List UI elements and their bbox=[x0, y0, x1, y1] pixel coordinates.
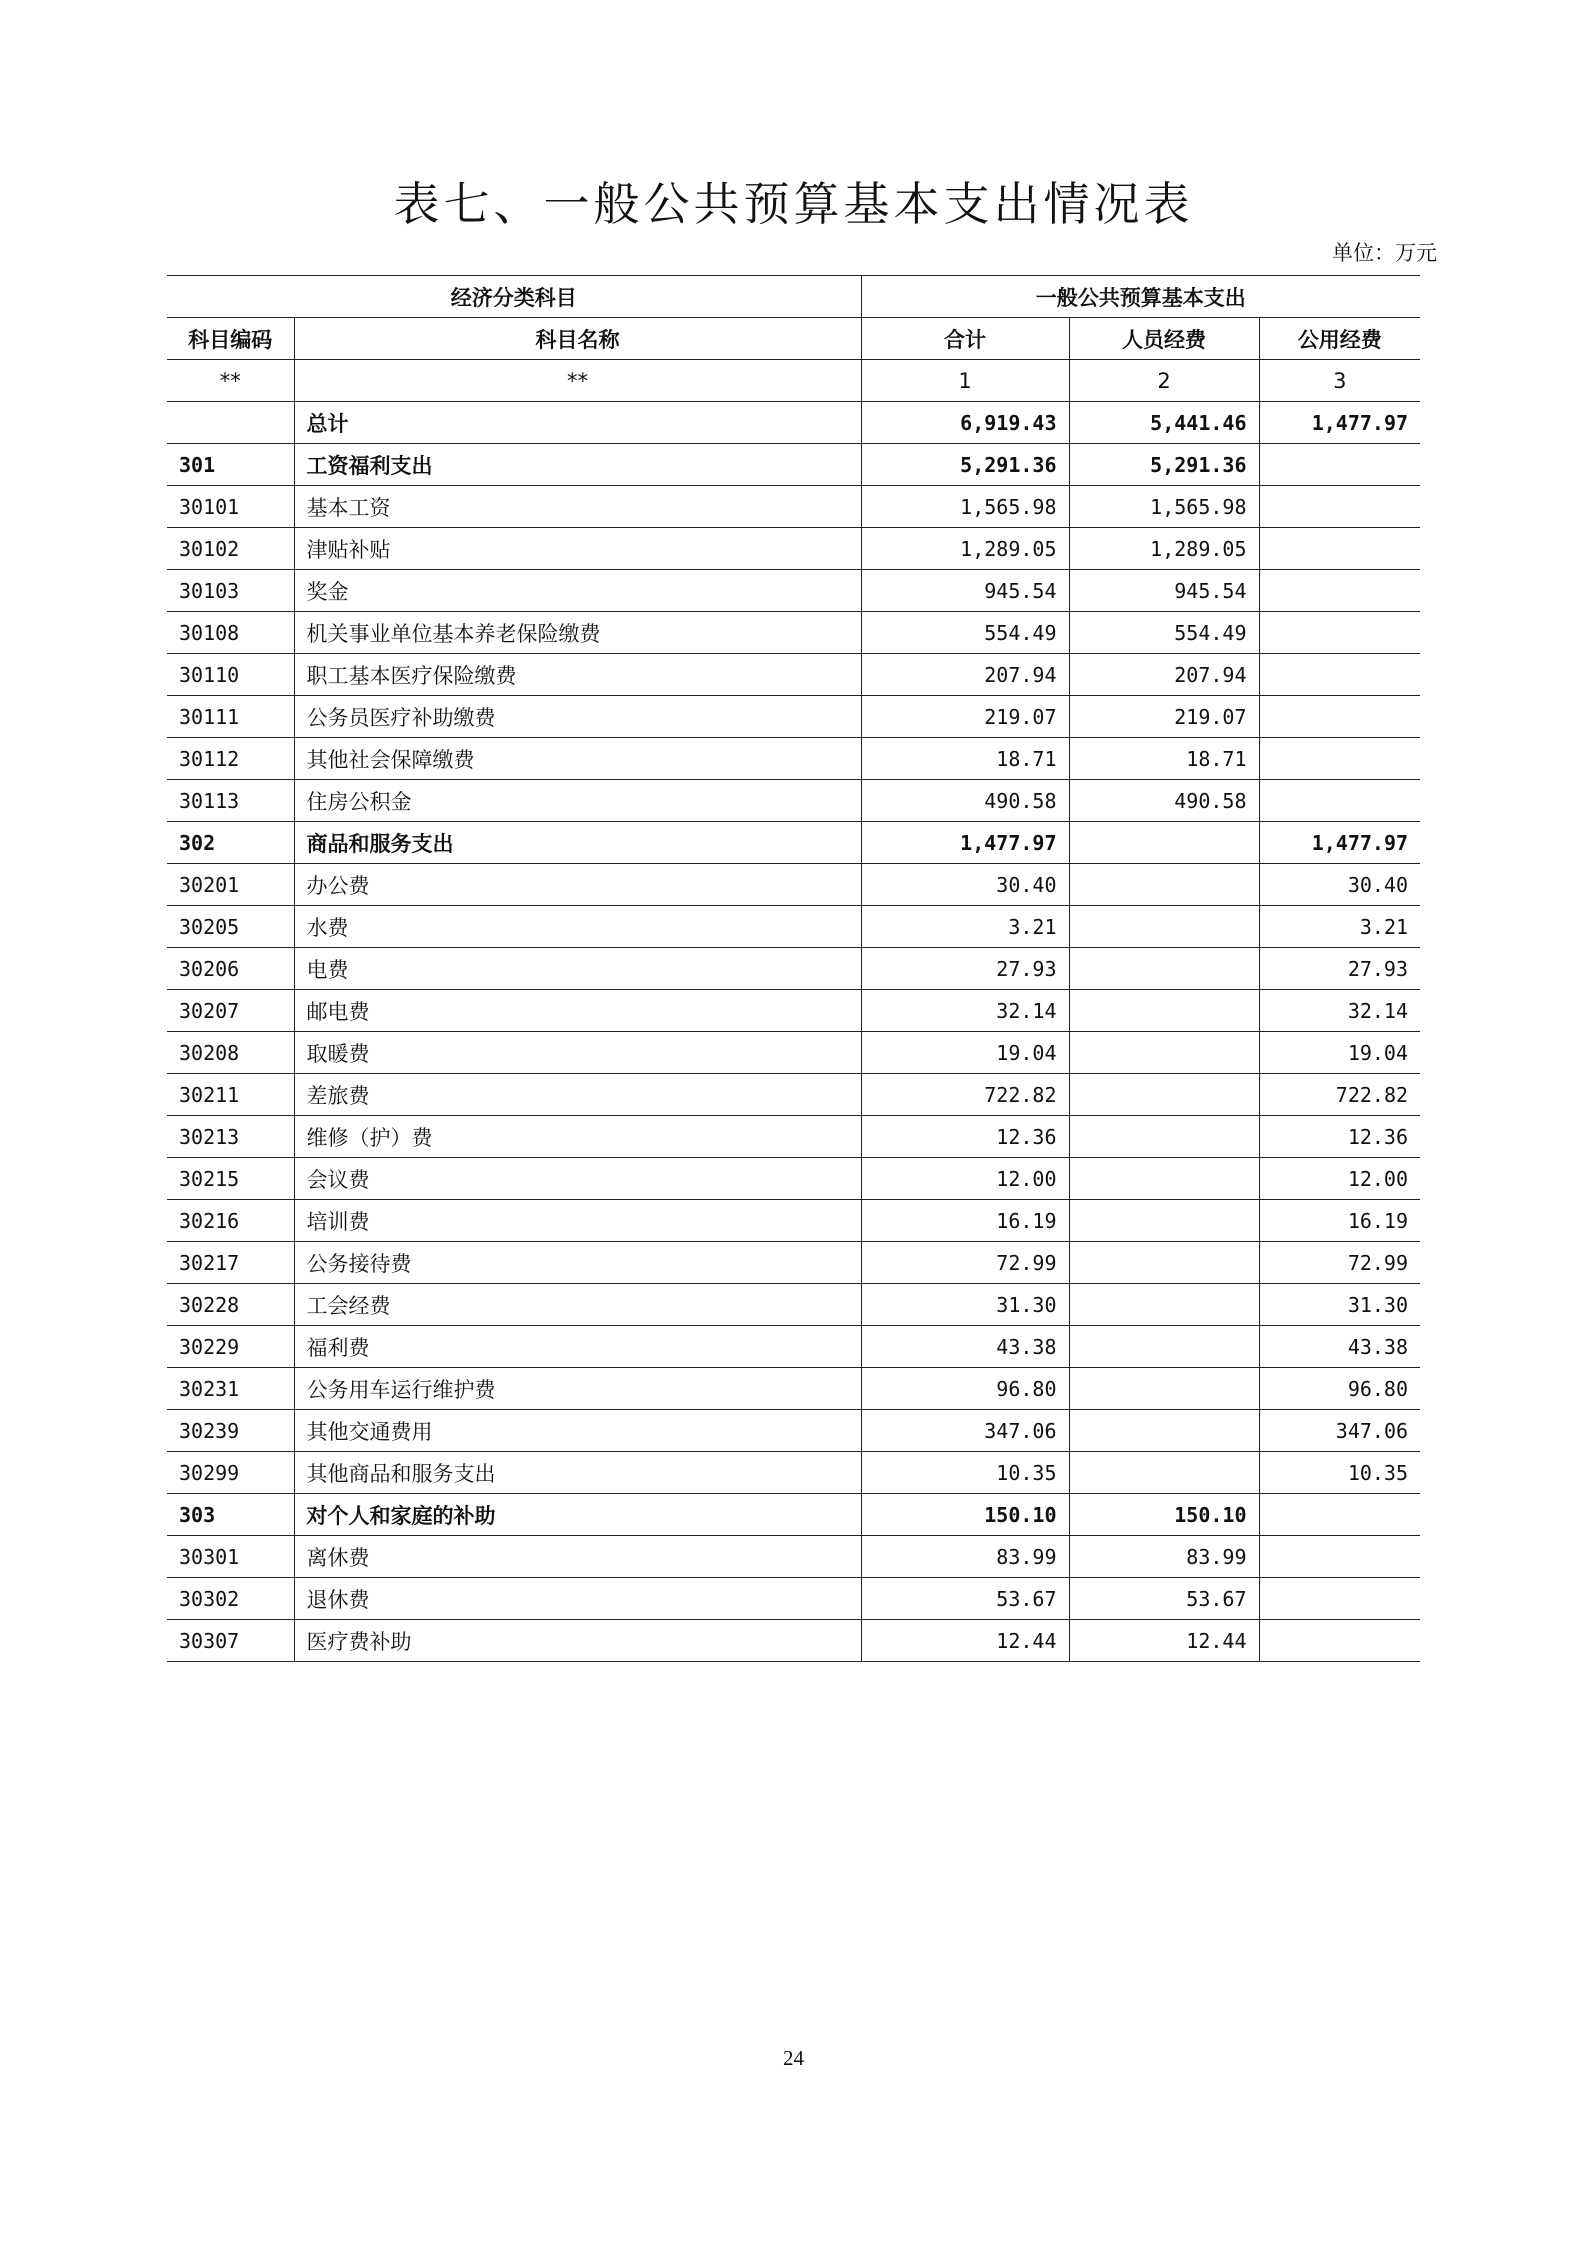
row-name: 职工基本医疗保险缴费 bbox=[294, 654, 861, 696]
page-number: 24 bbox=[783, 2046, 804, 2070]
row-name: 离休费 bbox=[294, 1536, 861, 1578]
row-name: 培训费 bbox=[294, 1200, 861, 1242]
table-row bbox=[167, 864, 1420, 906]
row-code: 30205 bbox=[167, 906, 294, 948]
row-personnel bbox=[1069, 1284, 1259, 1326]
row-personnel: 1,565.98 bbox=[1069, 486, 1259, 528]
row-name: 公务员医疗补助缴费 bbox=[294, 696, 861, 738]
table-row bbox=[167, 696, 1420, 738]
row-code: 30206 bbox=[167, 948, 294, 990]
row-code: 30211 bbox=[167, 1074, 294, 1116]
row-public bbox=[1259, 528, 1420, 570]
table-row bbox=[167, 780, 1420, 822]
row-personnel bbox=[1069, 948, 1259, 990]
row-name: 基本工资 bbox=[294, 486, 861, 528]
name-column-header: 科目名称 bbox=[294, 318, 861, 360]
row-name: 公务接待费 bbox=[294, 1242, 861, 1284]
row-name: 商品和服务支出 bbox=[294, 822, 861, 864]
row-name: 水费 bbox=[294, 906, 861, 948]
row-total: 72.99 bbox=[861, 1242, 1069, 1284]
row-code: 30217 bbox=[167, 1242, 294, 1284]
table-row bbox=[167, 612, 1420, 654]
row-personnel bbox=[1069, 1326, 1259, 1368]
row-name: 差旅费 bbox=[294, 1074, 861, 1116]
row-public: 722.82 bbox=[1259, 1074, 1420, 1116]
row-total: 30.40 bbox=[861, 864, 1069, 906]
row-total: 96.80 bbox=[861, 1368, 1069, 1410]
table-row bbox=[167, 1368, 1420, 1410]
row-name: 取暖费 bbox=[294, 1032, 861, 1074]
table-row bbox=[167, 570, 1420, 612]
table-row bbox=[167, 906, 1420, 948]
row-name: 工资福利支出 bbox=[294, 444, 861, 486]
unit-label: 单位：万元 bbox=[1332, 241, 1437, 265]
row-personnel bbox=[1069, 822, 1259, 864]
row-personnel bbox=[1069, 1116, 1259, 1158]
row-public: 1,477.97 bbox=[1259, 402, 1420, 444]
row-total: 43.38 bbox=[861, 1326, 1069, 1368]
row-public bbox=[1259, 570, 1420, 612]
row-total: 18.71 bbox=[861, 738, 1069, 780]
row-public bbox=[1259, 696, 1420, 738]
table-row bbox=[167, 948, 1420, 990]
row-total: 554.49 bbox=[861, 612, 1069, 654]
row-personnel: 83.99 bbox=[1069, 1536, 1259, 1578]
table-row bbox=[167, 1452, 1420, 1494]
row-code: 30228 bbox=[167, 1284, 294, 1326]
row-personnel bbox=[1069, 906, 1259, 948]
row-code: 30111 bbox=[167, 696, 294, 738]
row-name: 电费 bbox=[294, 948, 861, 990]
row-public: 72.99 bbox=[1259, 1242, 1420, 1284]
row-personnel bbox=[1069, 1410, 1259, 1452]
row-total: 347.06 bbox=[861, 1410, 1069, 1452]
row-personnel: 53.67 bbox=[1069, 1578, 1259, 1620]
row-personnel: 5,441.46 bbox=[1069, 402, 1259, 444]
row-name: 奖金 bbox=[294, 570, 861, 612]
row-total: 19.04 bbox=[861, 1032, 1069, 1074]
row-code: 30307 bbox=[167, 1620, 294, 1662]
row-public bbox=[1259, 444, 1420, 486]
table-row bbox=[167, 402, 1420, 444]
index-code: ** bbox=[167, 360, 294, 402]
row-code: 30216 bbox=[167, 1200, 294, 1242]
row-personnel bbox=[1069, 990, 1259, 1032]
row-code: 30113 bbox=[167, 780, 294, 822]
row-total: 5,291.36 bbox=[861, 444, 1069, 486]
row-total: 16.19 bbox=[861, 1200, 1069, 1242]
row-personnel bbox=[1069, 1452, 1259, 1494]
row-code: 301 bbox=[167, 444, 294, 486]
row-code: 30229 bbox=[167, 1326, 294, 1368]
row-total: 10.35 bbox=[861, 1452, 1069, 1494]
row-total: 207.94 bbox=[861, 654, 1069, 696]
table-row bbox=[167, 822, 1420, 864]
table-row bbox=[167, 1032, 1420, 1074]
row-public bbox=[1259, 1536, 1420, 1578]
row-personnel bbox=[1069, 1368, 1259, 1410]
row-name: 邮电费 bbox=[294, 990, 861, 1032]
row-personnel bbox=[1069, 1200, 1259, 1242]
basic-expenditure-header: 一般公共预算基本支出 bbox=[861, 276, 1420, 318]
row-personnel: 5,291.36 bbox=[1069, 444, 1259, 486]
row-public: 27.93 bbox=[1259, 948, 1420, 990]
group-header-row bbox=[167, 276, 1420, 318]
row-total: 722.82 bbox=[861, 1074, 1069, 1116]
row-personnel: 945.54 bbox=[1069, 570, 1259, 612]
row-name: 公务用车运行维护费 bbox=[294, 1368, 861, 1410]
table-row bbox=[167, 1200, 1420, 1242]
row-code: 30231 bbox=[167, 1368, 294, 1410]
row-public bbox=[1259, 654, 1420, 696]
row-total: 219.07 bbox=[861, 696, 1069, 738]
row-code: 30103 bbox=[167, 570, 294, 612]
table-row bbox=[167, 1410, 1420, 1452]
row-code: 30108 bbox=[167, 612, 294, 654]
row-code: 30102 bbox=[167, 528, 294, 570]
row-personnel bbox=[1069, 864, 1259, 906]
row-code: 30208 bbox=[167, 1032, 294, 1074]
row-public: 32.14 bbox=[1259, 990, 1420, 1032]
row-public: 31.30 bbox=[1259, 1284, 1420, 1326]
row-public: 30.40 bbox=[1259, 864, 1420, 906]
row-personnel: 1,289.05 bbox=[1069, 528, 1259, 570]
table-row bbox=[167, 444, 1420, 486]
row-name: 其他商品和服务支出 bbox=[294, 1452, 861, 1494]
row-code: 303 bbox=[167, 1494, 294, 1536]
row-public: 12.00 bbox=[1259, 1158, 1420, 1200]
row-code: 30302 bbox=[167, 1578, 294, 1620]
table-row bbox=[167, 1536, 1420, 1578]
table-row bbox=[167, 528, 1420, 570]
row-public: 16.19 bbox=[1259, 1200, 1420, 1242]
row-public: 1,477.97 bbox=[1259, 822, 1420, 864]
row-total: 1,565.98 bbox=[861, 486, 1069, 528]
row-public: 96.80 bbox=[1259, 1368, 1420, 1410]
row-public bbox=[1259, 486, 1420, 528]
row-total: 83.99 bbox=[861, 1536, 1069, 1578]
index-row bbox=[167, 360, 1420, 402]
table-row bbox=[167, 1116, 1420, 1158]
row-total: 12.36 bbox=[861, 1116, 1069, 1158]
row-total: 6,919.43 bbox=[861, 402, 1069, 444]
index-total: 1 bbox=[861, 360, 1069, 402]
row-public: 10.35 bbox=[1259, 1452, 1420, 1494]
table-row bbox=[167, 1494, 1420, 1536]
row-total: 3.21 bbox=[861, 906, 1069, 948]
row-personnel: 554.49 bbox=[1069, 612, 1259, 654]
row-personnel: 207.94 bbox=[1069, 654, 1259, 696]
row-public: 347.06 bbox=[1259, 1410, 1420, 1452]
row-public bbox=[1259, 1620, 1420, 1662]
table-row bbox=[167, 1158, 1420, 1200]
table-row bbox=[167, 738, 1420, 780]
total-column-header: 合计 bbox=[861, 318, 1069, 360]
table-row bbox=[167, 1074, 1420, 1116]
row-name: 其他交通费用 bbox=[294, 1410, 861, 1452]
row-total: 1,477.97 bbox=[861, 822, 1069, 864]
row-name: 机关事业单位基本养老保险缴费 bbox=[294, 612, 861, 654]
table-row bbox=[167, 486, 1420, 528]
row-code: 30301 bbox=[167, 1536, 294, 1578]
row-total: 1,289.05 bbox=[861, 528, 1069, 570]
row-total: 12.00 bbox=[861, 1158, 1069, 1200]
row-total: 32.14 bbox=[861, 990, 1069, 1032]
row-personnel: 150.10 bbox=[1069, 1494, 1259, 1536]
row-code: 30215 bbox=[167, 1158, 294, 1200]
row-personnel: 18.71 bbox=[1069, 738, 1259, 780]
row-name: 维修（护）费 bbox=[294, 1116, 861, 1158]
row-public: 43.38 bbox=[1259, 1326, 1420, 1368]
row-code bbox=[167, 402, 294, 444]
row-name: 其他社会保障缴费 bbox=[294, 738, 861, 780]
row-code: 30112 bbox=[167, 738, 294, 780]
table-row bbox=[167, 654, 1420, 696]
row-public bbox=[1259, 1578, 1420, 1620]
row-personnel: 490.58 bbox=[1069, 780, 1259, 822]
row-personnel bbox=[1069, 1242, 1259, 1284]
table-row bbox=[167, 1242, 1420, 1284]
row-personnel: 12.44 bbox=[1069, 1620, 1259, 1662]
row-code: 302 bbox=[167, 822, 294, 864]
table-row bbox=[167, 1284, 1420, 1326]
row-name: 办公费 bbox=[294, 864, 861, 906]
row-personnel bbox=[1069, 1158, 1259, 1200]
row-total: 12.44 bbox=[861, 1620, 1069, 1662]
table-row bbox=[167, 1326, 1420, 1368]
row-name: 会议费 bbox=[294, 1158, 861, 1200]
row-total: 53.67 bbox=[861, 1578, 1069, 1620]
row-name: 退休费 bbox=[294, 1578, 861, 1620]
row-total: 31.30 bbox=[861, 1284, 1069, 1326]
row-name: 福利费 bbox=[294, 1326, 861, 1368]
row-code: 30239 bbox=[167, 1410, 294, 1452]
row-total: 490.58 bbox=[861, 780, 1069, 822]
row-total: 945.54 bbox=[861, 570, 1069, 612]
row-public bbox=[1259, 780, 1420, 822]
row-personnel bbox=[1069, 1074, 1259, 1116]
column-header-row bbox=[167, 318, 1420, 360]
row-public: 12.36 bbox=[1259, 1116, 1420, 1158]
row-code: 30207 bbox=[167, 990, 294, 1032]
table-row bbox=[167, 1578, 1420, 1620]
index-public: 3 bbox=[1259, 360, 1420, 402]
row-name: 津贴补贴 bbox=[294, 528, 861, 570]
page-title: 表七、一般公共预算基本支出情况表 bbox=[393, 177, 1194, 231]
row-public: 3.21 bbox=[1259, 906, 1420, 948]
row-public bbox=[1259, 612, 1420, 654]
table-row bbox=[167, 990, 1420, 1032]
personnel-column-header: 人员经费 bbox=[1069, 318, 1259, 360]
public-column-header: 公用经费 bbox=[1259, 318, 1420, 360]
row-public bbox=[1259, 1494, 1420, 1536]
table-row bbox=[167, 1620, 1420, 1662]
row-total: 27.93 bbox=[861, 948, 1069, 990]
budget-table bbox=[167, 275, 1420, 1662]
code-column-header: 科目编码 bbox=[167, 318, 294, 360]
row-code: 30213 bbox=[167, 1116, 294, 1158]
index-name: ** bbox=[294, 360, 861, 402]
row-code: 30299 bbox=[167, 1452, 294, 1494]
row-total: 150.10 bbox=[861, 1494, 1069, 1536]
row-personnel: 219.07 bbox=[1069, 696, 1259, 738]
economic-class-header: 经济分类科目 bbox=[167, 276, 861, 318]
row-personnel bbox=[1069, 1032, 1259, 1074]
row-name: 对个人和家庭的补助 bbox=[294, 1494, 861, 1536]
row-code: 30110 bbox=[167, 654, 294, 696]
table-body bbox=[167, 402, 1420, 1662]
row-code: 30101 bbox=[167, 486, 294, 528]
row-name: 工会经费 bbox=[294, 1284, 861, 1326]
row-name: 医疗费补助 bbox=[294, 1620, 861, 1662]
row-public: 19.04 bbox=[1259, 1032, 1420, 1074]
row-name: 住房公积金 bbox=[294, 780, 861, 822]
row-name: 总计 bbox=[294, 402, 861, 444]
row-code: 30201 bbox=[167, 864, 294, 906]
index-personnel: 2 bbox=[1069, 360, 1259, 402]
row-public bbox=[1259, 738, 1420, 780]
